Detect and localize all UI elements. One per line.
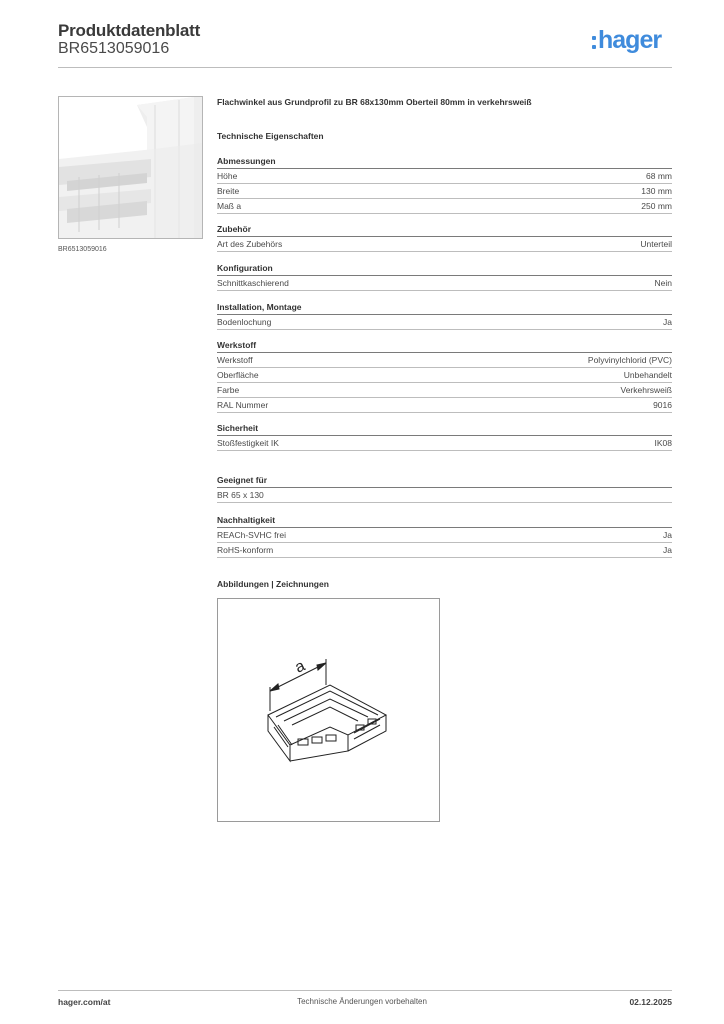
footer-website[interactable]: hager.com/at [58, 997, 111, 1007]
spec-key: Oberfläche [217, 370, 259, 380]
header-divider [58, 67, 672, 68]
technical-drawing [217, 598, 440, 822]
section-title: Installation, Montage [217, 302, 302, 312]
spec-row [217, 436, 672, 451]
spec-key: Art des Zubehörs [217, 239, 283, 249]
spec-key: REACh-SVHC frei [217, 530, 286, 540]
product-photo [58, 96, 203, 239]
footer-note: Technische Änderungen vorbehalten [297, 997, 427, 1006]
drawings-title: Abbildungen | Zeichnungen [217, 579, 329, 589]
spec-value: 9016 [653, 400, 672, 410]
section-title: Geeignet für [217, 475, 268, 485]
section-title: Konfiguration [217, 263, 273, 273]
product-photo-image [59, 97, 202, 238]
article-number: BR6513059016 [58, 40, 170, 57]
photo-caption: BR6513059016 [58, 246, 107, 253]
spec-row [217, 488, 672, 503]
spec-key: RoHS-konform [217, 545, 274, 555]
footer-date: 02.12.2025 [629, 997, 672, 1007]
spec-row [217, 184, 672, 199]
spec-key: Farbe [217, 385, 240, 395]
spec-value: Unterteil [640, 239, 672, 249]
spec-value: Nein [654, 278, 672, 288]
spec-row [217, 528, 672, 543]
section-title: Zubehör [217, 224, 251, 234]
spec-key: Breite [217, 186, 240, 196]
spec-value: Ja [663, 530, 672, 540]
section-title: Werkstoff [217, 340, 257, 350]
section-sicherheit [217, 423, 672, 451]
spec-row [217, 398, 672, 413]
spec-key: Werkstoff [217, 355, 253, 365]
section-konfiguration [217, 263, 672, 291]
section-zubehoer [217, 224, 672, 252]
spec-key: BR 65 x 130 [217, 490, 264, 500]
spec-row [217, 169, 672, 184]
logo-text: hager [598, 26, 662, 54]
spec-key: Maß a [217, 201, 242, 211]
section-geeignet [217, 475, 672, 503]
spec-value: 68 mm [646, 171, 672, 181]
section-werkstoff [217, 340, 672, 413]
spec-value: IK08 [654, 438, 672, 448]
spec-value: Unbehandelt [623, 370, 672, 380]
section-title: Sicherheit [217, 423, 259, 433]
spec-value: Polyvinylchlorid (PVC) [587, 355, 672, 365]
logo-dots-icon [592, 36, 597, 54]
tech-heading: Technische Eigenschaften [217, 131, 324, 141]
section-title: Nachhaltigkeit [217, 515, 276, 525]
section-abmessungen [217, 156, 672, 214]
footer-divider [58, 990, 672, 991]
spec-row [217, 199, 672, 214]
section-installation [217, 302, 672, 330]
spec-value: Ja [663, 317, 672, 327]
spec-row [217, 543, 672, 558]
spec-key: Stoßfestigkeit IK [217, 438, 279, 448]
spec-row [217, 383, 672, 398]
corner-drawing [218, 599, 439, 821]
spec-row [217, 276, 672, 291]
dimension-label-a: a [292, 657, 308, 677]
spec-key: RAL Nummer [217, 400, 269, 410]
spec-row [217, 237, 672, 252]
page-title: Produktdatenblatt [58, 21, 201, 40]
section-title: Abmessungen [217, 156, 276, 166]
spec-value: 130 mm [641, 186, 672, 196]
spec-value: 250 mm [641, 201, 672, 211]
spec-value: Verkehrsweiß [620, 385, 672, 395]
spec-key: Höhe [217, 171, 238, 181]
section-nachhaltigkeit [217, 515, 672, 558]
spec-row [217, 353, 672, 368]
spec-row [217, 368, 672, 383]
spec-key: Schnittkaschierend [217, 278, 289, 288]
spec-key: Bodenlochung [217, 317, 272, 327]
product-title: Flachwinkel aus Grundprofil zu BR 68x130mm Oberteil 80mm in verkehrsweiß [217, 97, 532, 107]
spec-row [217, 315, 672, 330]
spec-value: Ja [663, 545, 672, 555]
